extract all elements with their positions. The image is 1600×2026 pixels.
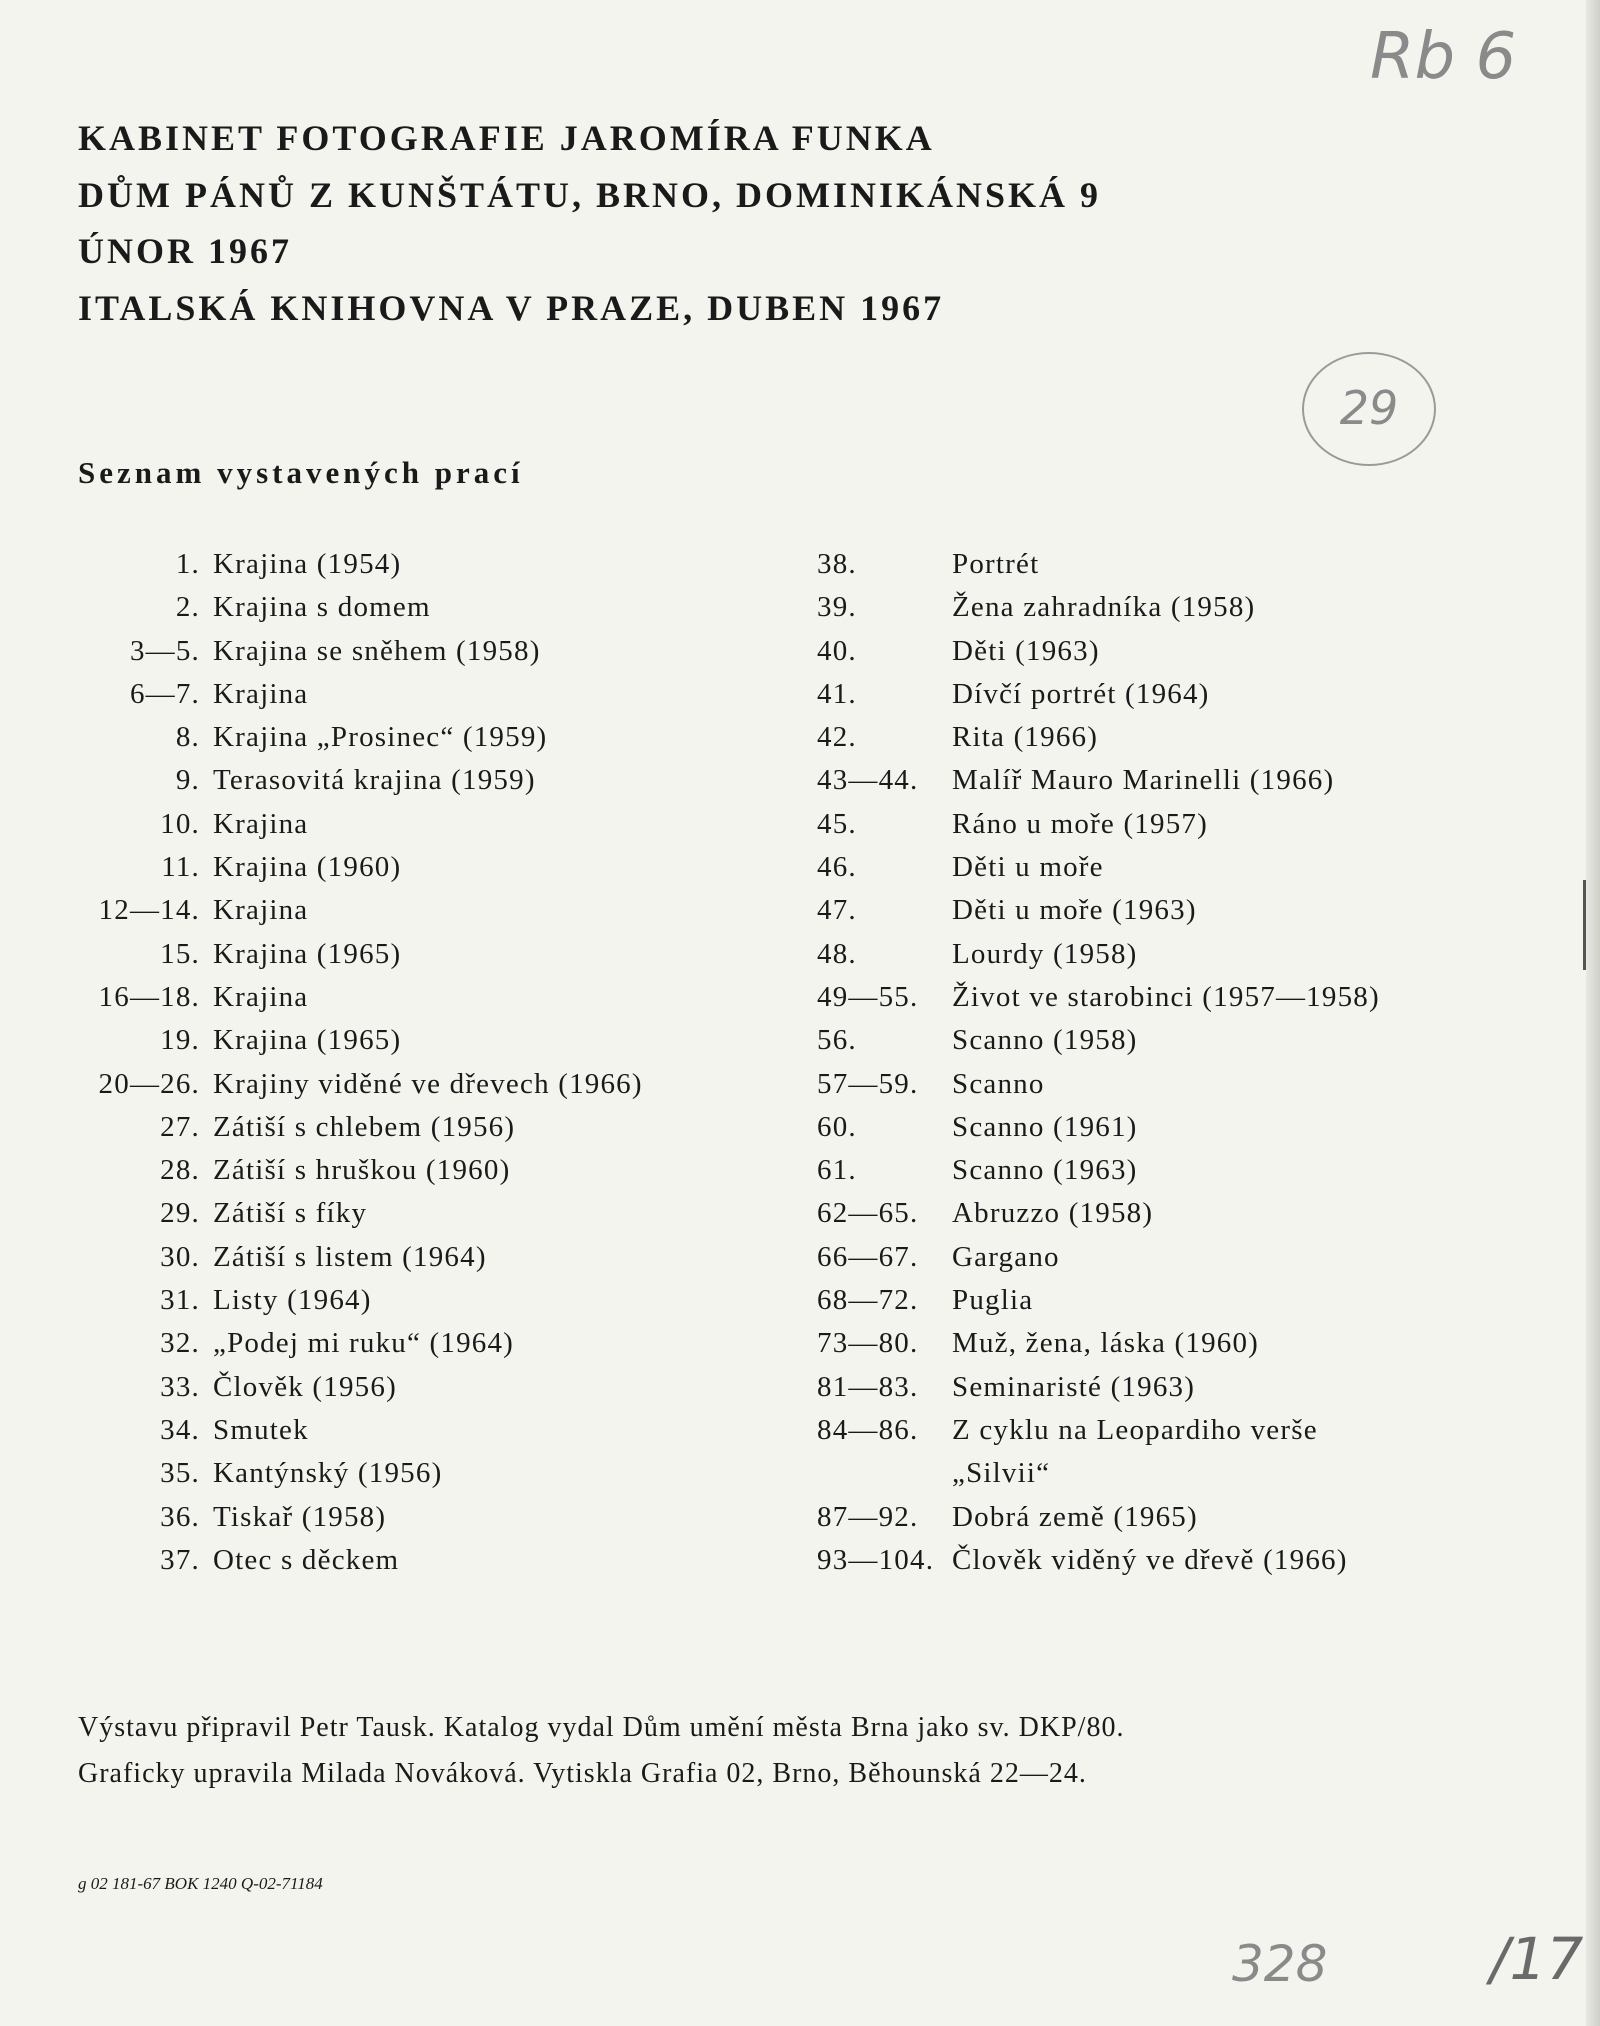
item-number: 10. [160,807,200,840]
item-title: Smutek [213,1413,309,1446]
item-number: 35. [160,1457,200,1490]
item-title: Krajina s domem [213,591,431,624]
handwritten-circled-number: 29 [1302,352,1436,466]
item-number: 6—7. [129,677,200,710]
item-number: 38. [817,548,857,580]
item-number: 27. [160,1110,200,1143]
item-number: 19. [160,1024,200,1057]
item-number: 20—26. [98,1067,200,1100]
item-title: Zátiší s hruškou (1960) [213,1154,511,1187]
binding-mark [1583,880,1586,970]
item-number: 37. [160,1543,200,1576]
item-number: 16—18. [98,980,200,1013]
item-title: Krajina (1960) [213,851,402,884]
item-title: Krajiny viděné ve dřevech (1966) [213,1067,643,1100]
item-number: 32. [160,1327,200,1360]
item-title: Děti u moře [952,851,1104,884]
item-title: Krajina se sněhem (1958) [213,634,541,667]
item-title: Seminaristé (1963) [952,1370,1196,1403]
header-line: ÚNOR 1967 [78,231,292,271]
handwritten-page-number-value: 17 [1509,1925,1584,1993]
item-number: 30. [160,1240,200,1273]
header-line: KABINET FOTOGRAFIE JAROMÍRA FUNKA [78,118,935,158]
item-title: Portrét [952,548,1040,580]
item-number: 29. [160,1197,200,1230]
item-title: Krajina [213,980,309,1013]
item-number: 8. [175,721,200,754]
item-number: 3—5. [129,634,200,667]
item-number: 46. [817,851,857,884]
item-number: 12—14. [98,894,200,927]
item-title: Terasovitá krajina (1959) [213,764,536,797]
item-title: Děti (1963) [952,634,1100,667]
item-number: 31. [160,1284,200,1317]
item-number: 11. [161,851,200,884]
item-number: 49—55. [817,980,919,1013]
item-title: Krajina [213,677,309,710]
item-title: Krajina „Prosinec“ (1959) [213,721,548,754]
item-title: Zátiší s listem (1964) [213,1240,487,1273]
item-number: 15. [160,937,200,970]
item-number: 9. [175,764,200,797]
item-title: Krajina (1954) [213,548,402,580]
item-title: Zátiší s chlebem (1956) [213,1110,516,1143]
header-line: ITALSKÁ KNIHOVNA V PRAZE, DUBEN 1967 [78,287,945,328]
item-number: 62—65. [817,1197,919,1230]
item-title: Zátiší s fíky [213,1197,368,1230]
item-title: Scanno [952,1067,1045,1100]
item-title: Scanno (1961) [952,1110,1138,1143]
handwritten-number: 328 [1232,1935,1328,1993]
item-title: Kantýnský (1956) [213,1457,443,1490]
item-title: Krajina (1965) [213,1024,402,1057]
item-title: Listy (1964) [213,1284,372,1317]
item-title: Dívčí portrét (1964) [952,677,1210,710]
item-number: 28. [160,1154,200,1187]
item-number: 87—92. [817,1500,919,1533]
item-number: 60. [817,1110,857,1143]
item-number: 34. [160,1413,200,1446]
section-title: Seznam vystavených prací [78,455,524,490]
item-title: Scanno (1963) [952,1154,1138,1187]
header-line: DŮM PÁNŮ Z KUNŠTÁTU, BRNO, DOMINIKÁNSKÁ 9 [78,174,1102,215]
item-title: Děti u moře (1963) [952,894,1197,927]
item-number: 45. [817,807,857,840]
item-title: Malíř Mauro Marinelli (1966) [952,764,1335,797]
item-title: Z cyklu na Leopardiho verše [952,1413,1318,1446]
page-edge [1586,0,1600,2026]
item-number: 43—44. [817,764,919,797]
item-title: Scanno (1958) [952,1024,1138,1057]
item-title: Tiskař (1958) [213,1500,387,1533]
item-title: „Silvii“ [952,1457,1051,1490]
item-title: Žena zahradníka (1958) [952,591,1256,624]
item-title: Krajina [213,894,309,927]
item-number: 81—83. [817,1370,919,1403]
item-number: 33. [160,1370,200,1403]
item-title: Muž, žena, láska (1960) [952,1327,1260,1360]
item-number: 40. [817,634,857,667]
item-number: 66—67. [817,1240,919,1273]
item-number: 61. [817,1154,857,1187]
handwritten-page-number: /17 [1490,1925,1584,1993]
item-number: 36. [160,1500,200,1533]
item-number: 57—59. [817,1067,919,1100]
item-number: 2. [175,591,200,624]
item-number: 1. [175,548,200,580]
handwritten-note: Rb 6 [1370,20,1517,94]
item-title: Abruzzo (1958) [952,1197,1154,1230]
print-code: g 02 181-67 BOK 1240 Q-02-71184 [78,1874,323,1893]
item-title: Gargano [952,1240,1060,1273]
item-title: Dobrá země (1965) [952,1500,1198,1533]
item-number: 93—104. [817,1543,935,1576]
item-title: „Podej mi ruku“ (1964) [213,1327,515,1360]
item-number: 39. [817,591,857,624]
item-number: 73—80. [817,1327,919,1360]
item-title: Puglia [952,1284,1034,1317]
colophon-line: Graficky upravila Milada Nováková. Vytiskla Grafia 02, Brno, Běhounská 22—24. [78,1758,1087,1789]
item-number: 68—72. [817,1284,919,1317]
item-number: 84—86. [817,1413,919,1446]
item-title: Krajina (1965) [213,937,402,970]
item-title: Otec s děckem [213,1543,400,1576]
catalog-header [78,110,1101,336]
item-title: Lourdy (1958) [952,937,1138,970]
item-title: Rita (1966) [952,721,1099,754]
colophon-line: Výstavu připravil Petr Tausk. Katalog vydal Dům umění města Brna jako sv. DKP/80. [78,1712,1125,1743]
item-title: Člověk viděný ve dřevě (1966) [952,1543,1348,1576]
item-number: 41. [817,677,857,710]
item-number: 42. [817,721,857,754]
item-number: 48. [817,937,857,970]
item-title: Krajina [213,807,309,840]
item-title: Ráno u moře (1957) [952,807,1208,840]
colophon [78,1705,1124,1797]
item-title: Život ve starobinci (1957—1958) [952,980,1380,1013]
item-title: Člověk (1956) [213,1370,397,1403]
item-number: 47. [817,894,857,927]
item-number: 56. [817,1024,857,1057]
